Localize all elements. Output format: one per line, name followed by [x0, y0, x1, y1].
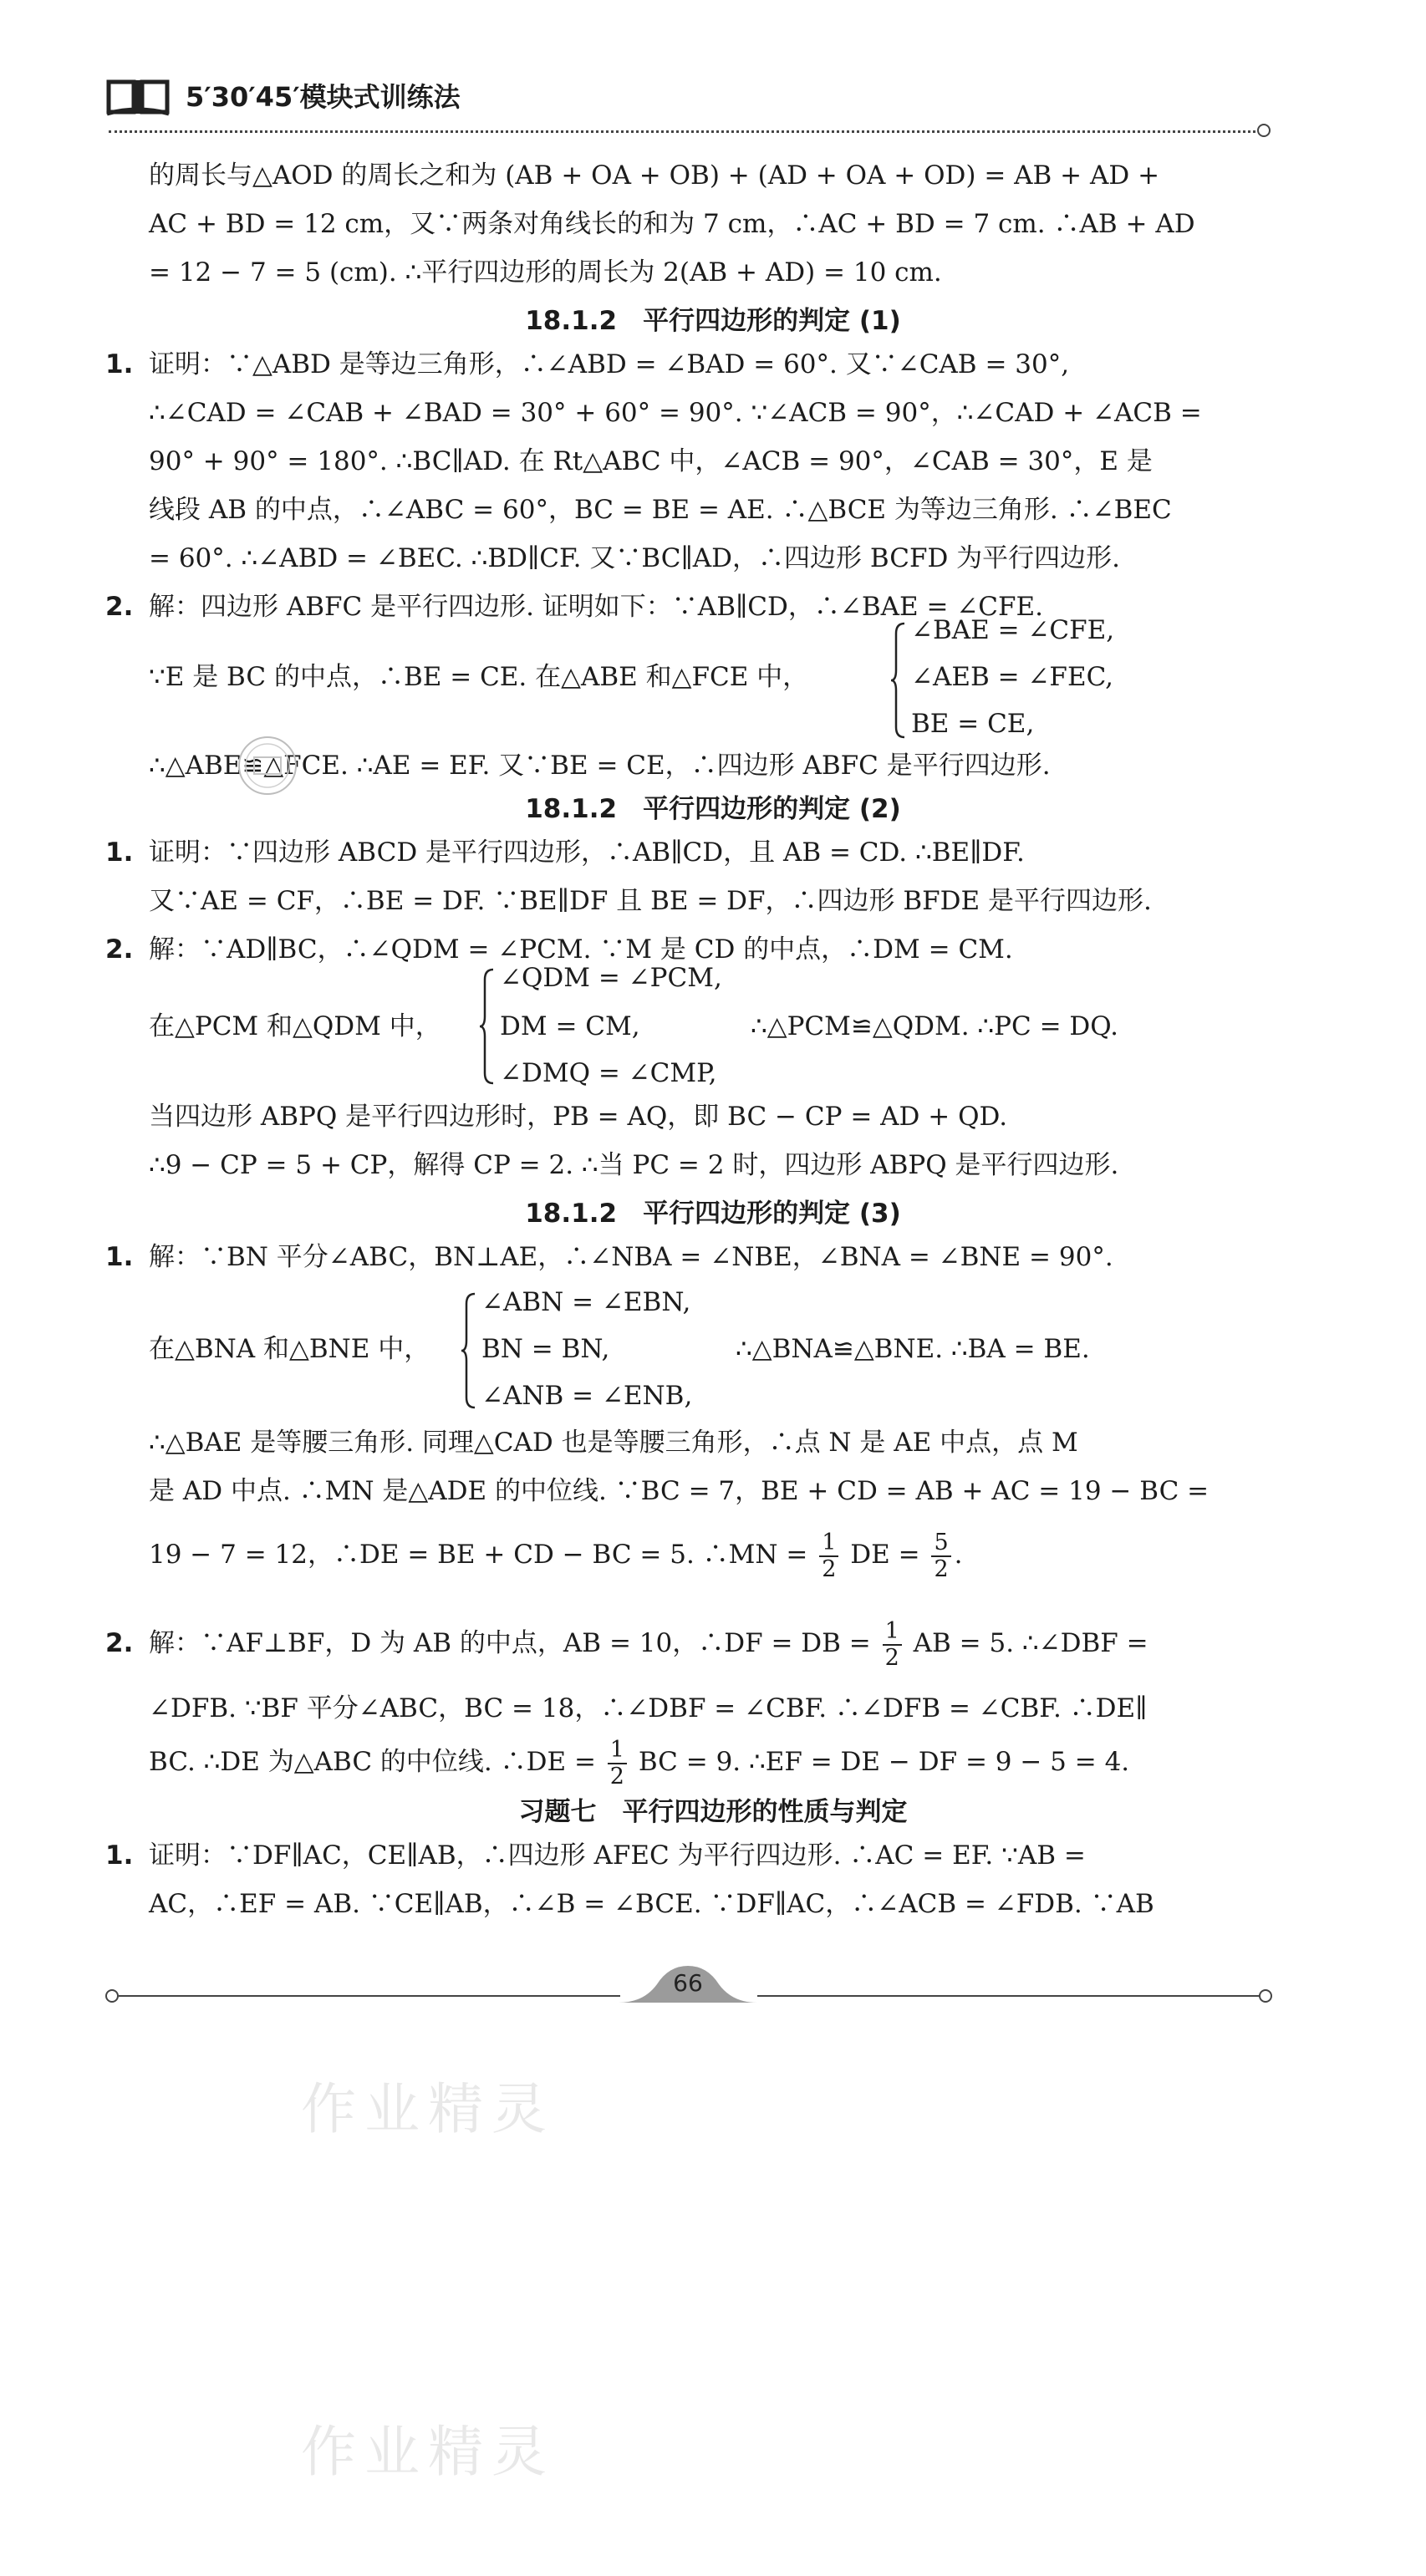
- problem-number: 1.: [105, 837, 134, 868]
- book-logo-icon: [105, 77, 171, 119]
- footer-rule-end-icon: [1259, 1989, 1272, 2003]
- text-line: ∴△PCM≌△QDM. ∴PC = DQ.: [751, 1011, 1118, 1041]
- series-title: 5′30′45′模块式训练法: [186, 81, 461, 113]
- left-brace-icon: [480, 968, 497, 1085]
- header: [0, 0, 1426, 150]
- text-line: AC，∴EF = AB. ∵CE∥AB，∴∠B = ∠BCE. ∵DF∥AC，∴∠ACB = ∠FDB. ∵AB: [149, 1889, 1154, 1919]
- text-segment: .: [954, 1540, 963, 1570]
- text-line: ∴△ABE≌△FCE. ∴AE = EF. 又∵BE = CE，∴四边形 ABFC 是平行四边形.: [149, 751, 1051, 781]
- text-line: 证明：∵四边形 ABCD 是平行四边形，∴AB∥CD，且 AB = CD. ∴BE∥DF.: [149, 837, 1025, 868]
- text-line: 当四边形 ABPQ 是平行四边形时，PB = AQ，即 BC − CP = AD + QD.: [149, 1102, 1008, 1132]
- system-line: ∠BAE = ∠CFE,: [911, 615, 1115, 645]
- text-line: 又∵AE = CF，∴BE = DF. ∵BE∥DF 且 BE = DF，∴四边形 BFDE 是平行四边形.: [149, 886, 1152, 916]
- system-line: DM = CM,: [500, 1011, 640, 1041]
- text-line: 证明：∵DF∥AC，CE∥AB，∴四边形 AFEC 为平行四边形. ∴AC = EF. ∵AB =: [149, 1840, 1086, 1871]
- text-segment: 解：∵AF⊥BF，D 为 AB 的中点，AB = 10，∴DF = DB =: [149, 1628, 871, 1658]
- left-brace-icon: [461, 1292, 478, 1409]
- text-segment: 19 − 7 = 12，∴DE = BE + CD − BC = 5. ∴MN =: [149, 1540, 808, 1570]
- section-title: 习题七 平行四边形的性质与判定: [518, 1797, 908, 1827]
- system-line: ∠QDM = ∠PCM,: [500, 963, 722, 993]
- text-line: ∴△BAE 是等腰三角形. 同理△CAD 也是等腰三角形，∴点 N 是 AE 中点，点 M: [149, 1428, 1078, 1458]
- watermark: 作业精灵: [301, 2420, 555, 2484]
- numerator: 1: [883, 1619, 902, 1646]
- text-line: 90° + 90° = 180°. ∴BC∥AD. 在 Rt△ABC 中，∠ACB = 90°，∠CAB = 30°，E 是: [149, 446, 1153, 476]
- text-line: ∵E 是 BC 的中点，∴BE = CE. 在△ABE 和△FCE 中，: [149, 662, 809, 692]
- text-line: 在△BNA 和△BNE 中，: [149, 1334, 430, 1364]
- text-line: = 60°. ∴∠ABD = ∠BEC. ∴BD∥CF. 又∵BC∥AD，∴四边形 BCFD 为平行四边形.: [149, 543, 1121, 573]
- header-dotted-rule: [109, 130, 1260, 133]
- text-line: 线段 AB 的中点，∴∠ABC = 60°，BC = BE = AE. ∴△BCE 为等边三角形. ∴∠BEC: [149, 495, 1172, 525]
- fraction: [819, 1530, 838, 1582]
- denominator: 2: [822, 1555, 837, 1582]
- text-line: ∴∠CAD = ∠CAB + ∠BAD = 30° + 60° = 90°. ∵∠ACB = 90°，∴∠CAD + ∠ACB =: [149, 398, 1202, 428]
- section-title: 18.1.2 平行四边形的判定 (2): [525, 794, 901, 824]
- text-line: [149, 1523, 963, 1586]
- system-line: ∠ANB = ∠ENB,: [481, 1381, 693, 1411]
- denominator: 2: [884, 1644, 899, 1671]
- text-line: ∠DFB. ∵BF 平分∠ABC，BC = 18，∴∠DBF = ∠CBF. ∴∠DFB = ∠CBF. ∴DE∥: [149, 1693, 1148, 1723]
- page-number: 66: [673, 1969, 703, 1997]
- intro-line: 的周长与△AOD 的周长之和为 (AB + OA + OB) + (AD + OA + OD) = AB + AD +: [149, 160, 1160, 191]
- fraction: [883, 1619, 902, 1671]
- system-line: ∠DMQ = ∠CMP,: [500, 1058, 717, 1088]
- system-line: BE = CE,: [911, 709, 1035, 739]
- fraction: [608, 1738, 627, 1789]
- text-segment: DE =: [850, 1540, 920, 1570]
- section-title: 18.1.2 平行四边形的判定 (3): [525, 1199, 901, 1229]
- problem-number: 1.: [105, 1840, 134, 1871]
- denominator: 2: [934, 1555, 949, 1582]
- numerator: 1: [608, 1738, 627, 1764]
- watermark: 作业精灵: [301, 2077, 555, 2141]
- text-line: 在△PCM 和△QDM 中，: [149, 1011, 441, 1041]
- text-line: [149, 1611, 1148, 1675]
- numerator: 1: [819, 1530, 838, 1557]
- problem-number: 1.: [105, 349, 134, 379]
- intro-line: AC + BD = 12 cm，又∵两条对角线长的和为 7 cm，∴AC + BD = 7 cm. ∴AB + AD: [149, 209, 1195, 239]
- system-line: BN = BN,: [481, 1334, 610, 1364]
- text-line: 解：∵BN 平分∠ABC，BN⊥AE，∴∠NBA = ∠NBE，∠BNA = ∠BNE = 90°.: [149, 1242, 1113, 1272]
- header-rule-end-icon: [1257, 124, 1271, 137]
- problem-number: 2.: [105, 592, 134, 622]
- text-line: 证明：∵△ABD 是等边三角形，∴∠ABD = ∠BAD = 60°. 又∵∠CAB = 30°,: [149, 349, 1070, 379]
- text-line: 解：四边形 ABFC 是平行四边形. 证明如下：∵AB∥CD，∴∠BAE = ∠CFE.: [149, 592, 1044, 622]
- text-line: ∴△BNA≌△BNE. ∴BA = BE.: [736, 1334, 1090, 1364]
- stamp-seal-icon: [234, 732, 301, 799]
- text-segment: AB = 5. ∴∠DBF =: [913, 1628, 1148, 1658]
- text-segment: BC = 9. ∴EF = DE − DF = 9 − 5 = 4.: [638, 1747, 1130, 1777]
- problem-number: 2.: [105, 934, 134, 965]
- system-line: ∠AEB = ∠FEC,: [911, 662, 1114, 692]
- problem-number: 1.: [105, 1242, 134, 1272]
- left-brace-icon: [891, 622, 908, 739]
- text-line: ∴9 − CP = 5 + CP，解得 CP = 2. ∴当 PC = 2 时，四边形 ABPQ 是平行四边形.: [149, 1150, 1119, 1180]
- text-line: 是 AD 中点. ∴MN 是△ADE 的中位线. ∵BC = 7，BE + CD = AB + AC = 19 − BC =: [149, 1476, 1210, 1506]
- problem-number: 2.: [105, 1628, 134, 1658]
- text-line: 解：∵AD∥BC，∴∠QDM = ∠PCM. ∵M 是 CD 的中点，∴DM = CM.: [149, 934, 1013, 965]
- text-segment: BC. ∴DE 为△ABC 的中位线. ∴DE =: [149, 1747, 596, 1777]
- denominator: 2: [609, 1763, 624, 1789]
- numerator: 5: [931, 1530, 950, 1557]
- fraction: [931, 1530, 950, 1582]
- section-title: 18.1.2 平行四边形的判定 (1): [525, 306, 901, 336]
- footer-rule-right: [757, 1995, 1262, 1997]
- text-line: [149, 1730, 1129, 1794]
- footer-rule-start-icon: [105, 1989, 119, 2003]
- system-line: ∠ABN = ∠EBN,: [481, 1287, 691, 1317]
- footer-rule-left: [119, 1995, 620, 1997]
- intro-line: = 12 − 7 = 5 (cm). ∴平行四边形的周长为 2(AB + AD) = 10 cm.: [149, 257, 942, 288]
